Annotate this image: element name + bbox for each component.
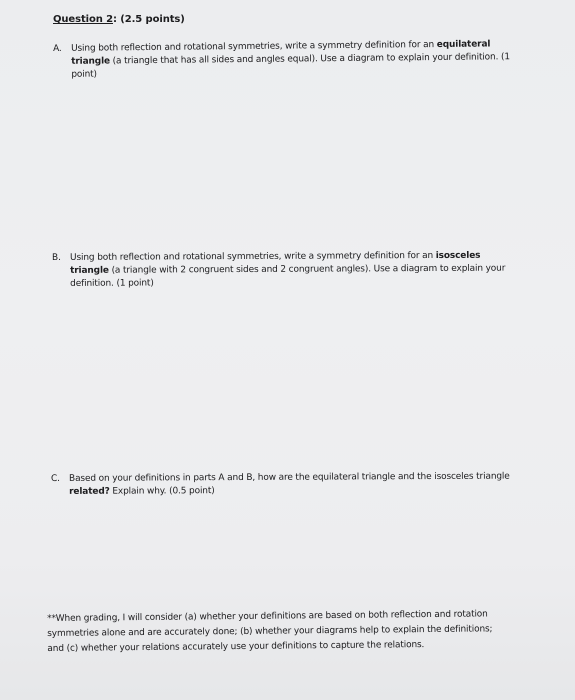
part-c-line-2 <box>69 484 510 499</box>
part-c-line-1: Based on your definitions in parts A and B, how are the equilateral triangle and the isosceles triangle <box>69 471 510 484</box>
part-b-term-triangle: triangle <box>70 265 109 276</box>
question-points: : (2.5 points) <box>113 14 185 25</box>
part-c-letter: C. <box>51 473 60 484</box>
part-c-term-related: related? <box>69 486 110 497</box>
part-b-line-2 <box>70 263 505 278</box>
part-b-line-2-text: (a triangle with 2 congruent sides and 2 congruent angles). Use a diagram to explain your <box>108 263 506 276</box>
part-c-line-2-text: Explain why. (0.5 point) <box>109 486 215 497</box>
part-c-text <box>69 471 510 499</box>
part-b <box>52 250 505 291</box>
part-a-term-triangle: triangle <box>71 56 110 67</box>
grading-note-line-2: symmetries alone and are accurately done; (b) whether your diagrams help to explain the definitions; <box>47 624 493 639</box>
part-a-text <box>71 38 510 82</box>
question-label: Question 2 <box>53 14 113 25</box>
part-b-term-isosceles: isosceles <box>435 250 481 261</box>
part-b-line-3: definition. (1 point) <box>70 278 154 289</box>
part-a-line-3: point) <box>71 69 97 80</box>
part-b-line-1-text: Using both reflection and rotational symmetries, write a symmetry definition for an <box>70 250 436 263</box>
part-b-text <box>70 250 505 291</box>
question-heading <box>53 14 185 25</box>
part-a-line-1-text: Using both reflection and rotational symmetries, write a symmetry definition for an <box>71 39 437 54</box>
part-c <box>51 471 510 499</box>
part-a <box>53 38 510 82</box>
grading-note-line-3: and (c) whether your relations accurately use your definitions to capture the relations. <box>47 640 425 654</box>
part-a-letter: A. <box>53 43 62 54</box>
grading-note-line-1: **When grading, I will consider (a) whether your definitions are based on both reflection and rotation <box>47 609 488 624</box>
part-a-term-equilateral: equilateral <box>436 39 491 50</box>
part-a-line-2-text: (a triangle that has all sides and angles equal). Use a diagram to explain your definition. (1 <box>109 52 510 67</box>
part-b-letter: B. <box>52 252 61 263</box>
grading-note <box>47 607 493 657</box>
